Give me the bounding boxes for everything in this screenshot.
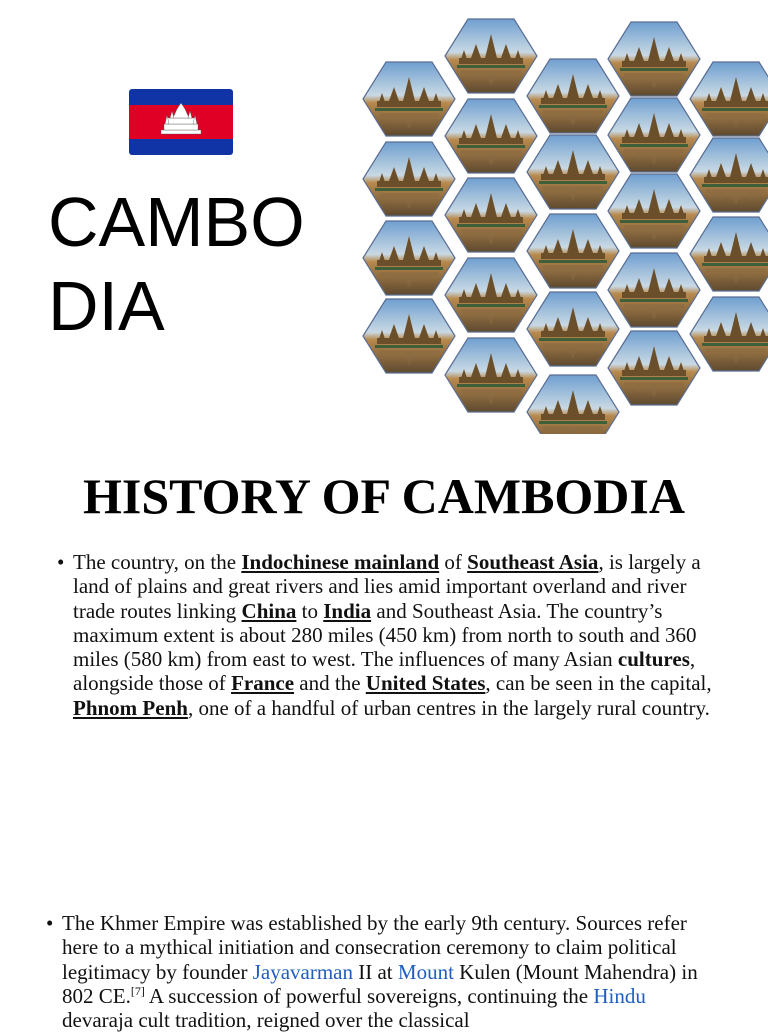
- text-segment: of: [439, 550, 468, 574]
- title-line-1: CAMBO: [48, 183, 305, 261]
- collage-tile: [363, 299, 455, 373]
- collage-tile: [608, 331, 700, 405]
- title-line-2: DIA: [48, 267, 165, 345]
- collage-tile: [363, 62, 455, 136]
- link-hindu[interactable]: Hindu: [593, 983, 646, 1008]
- text-segment: and the: [294, 671, 366, 696]
- link-jayavarman[interactable]: Jayavarman: [252, 959, 353, 984]
- link-southeast-asia[interactable]: Southeast Asia: [467, 550, 599, 574]
- section-heading: HISTORY OF CAMBODIA: [82, 468, 685, 524]
- collage-tile: [527, 214, 619, 288]
- text-segment: A succession of powerful sovereigns, continuing the: [144, 983, 594, 1008]
- collage-svg: [360, 18, 768, 434]
- text-segment: II at: [353, 959, 398, 984]
- reference-7[interactable]: [7]: [130, 983, 145, 998]
- text-segment: , is largely a land of plains and great rivers and lies amid important overland and river trade routes linking: [73, 550, 701, 623]
- collage-tile: [445, 258, 537, 332]
- collage-tile: [527, 292, 619, 366]
- collage-tile: [608, 22, 700, 96]
- collage-tile: [527, 375, 619, 434]
- collage-tile: [527, 59, 619, 133]
- cambodia-flag: [129, 89, 233, 155]
- text-segment: The country, on the: [73, 550, 242, 574]
- text-segment: , one of a handful of urban centres in the largely rural country.: [187, 695, 710, 720]
- collage-tile: [445, 178, 537, 252]
- collage-tile: [690, 297, 768, 371]
- collage-tile: [445, 99, 537, 173]
- collage-tile: [690, 217, 768, 291]
- text-segment: , alongside those of: [73, 647, 696, 696]
- bullet-paragraph-2: [46, 911, 712, 1032]
- text-segment: devaraja cult tradition, reigned over the classical: [62, 1008, 470, 1032]
- collage-tile: [690, 62, 768, 136]
- collage-tile: [363, 142, 455, 216]
- link-united-states[interactable]: United States: [365, 671, 486, 696]
- collage-tile: [608, 98, 700, 172]
- link-france[interactable]: France: [231, 671, 295, 696]
- collage-tile: [608, 174, 700, 248]
- collage-tile: [527, 135, 619, 209]
- angkor-wat-hexagon-collage: [360, 18, 768, 434]
- link-india[interactable]: India: [323, 598, 372, 623]
- collage-tile: [445, 338, 537, 412]
- text-segment: to: [296, 598, 324, 623]
- collage-tile: [690, 138, 768, 212]
- bullet-marker: •: [57, 550, 65, 574]
- link-phnom-penh[interactable]: Phnom Penh: [73, 695, 188, 720]
- bullet-marker: •: [46, 911, 54, 935]
- text-segment: and Southeast Asia. The country’s maximum extent is about 280 miles (450 km) from north to south and 360 miles (580 km) from east to west. The influences of many Asian: [73, 598, 697, 672]
- text-segment: , can be seen in the capital,: [485, 671, 712, 696]
- bullet-paragraph-1: [57, 550, 713, 720]
- keyword-cultures: cultures: [617, 647, 690, 672]
- collage-tile: [445, 19, 537, 93]
- link-mount[interactable]: Mount: [397, 959, 454, 984]
- text-segment: Kulen (Mount Mahendra) in 802 CE.: [62, 959, 698, 1008]
- collage-tile: [363, 221, 455, 295]
- text-segment: The Khmer Empire was established by the early 9th century. Sources refer here to a mythical initiation and consecration ceremony to claim political legitimacy by founder: [62, 911, 687, 984]
- link-china[interactable]: China: [241, 598, 297, 623]
- link-indochinese-mainland[interactable]: Indochinese mainland: [241, 550, 440, 574]
- collage-tile: [608, 253, 700, 327]
- page-title: [48, 180, 348, 348]
